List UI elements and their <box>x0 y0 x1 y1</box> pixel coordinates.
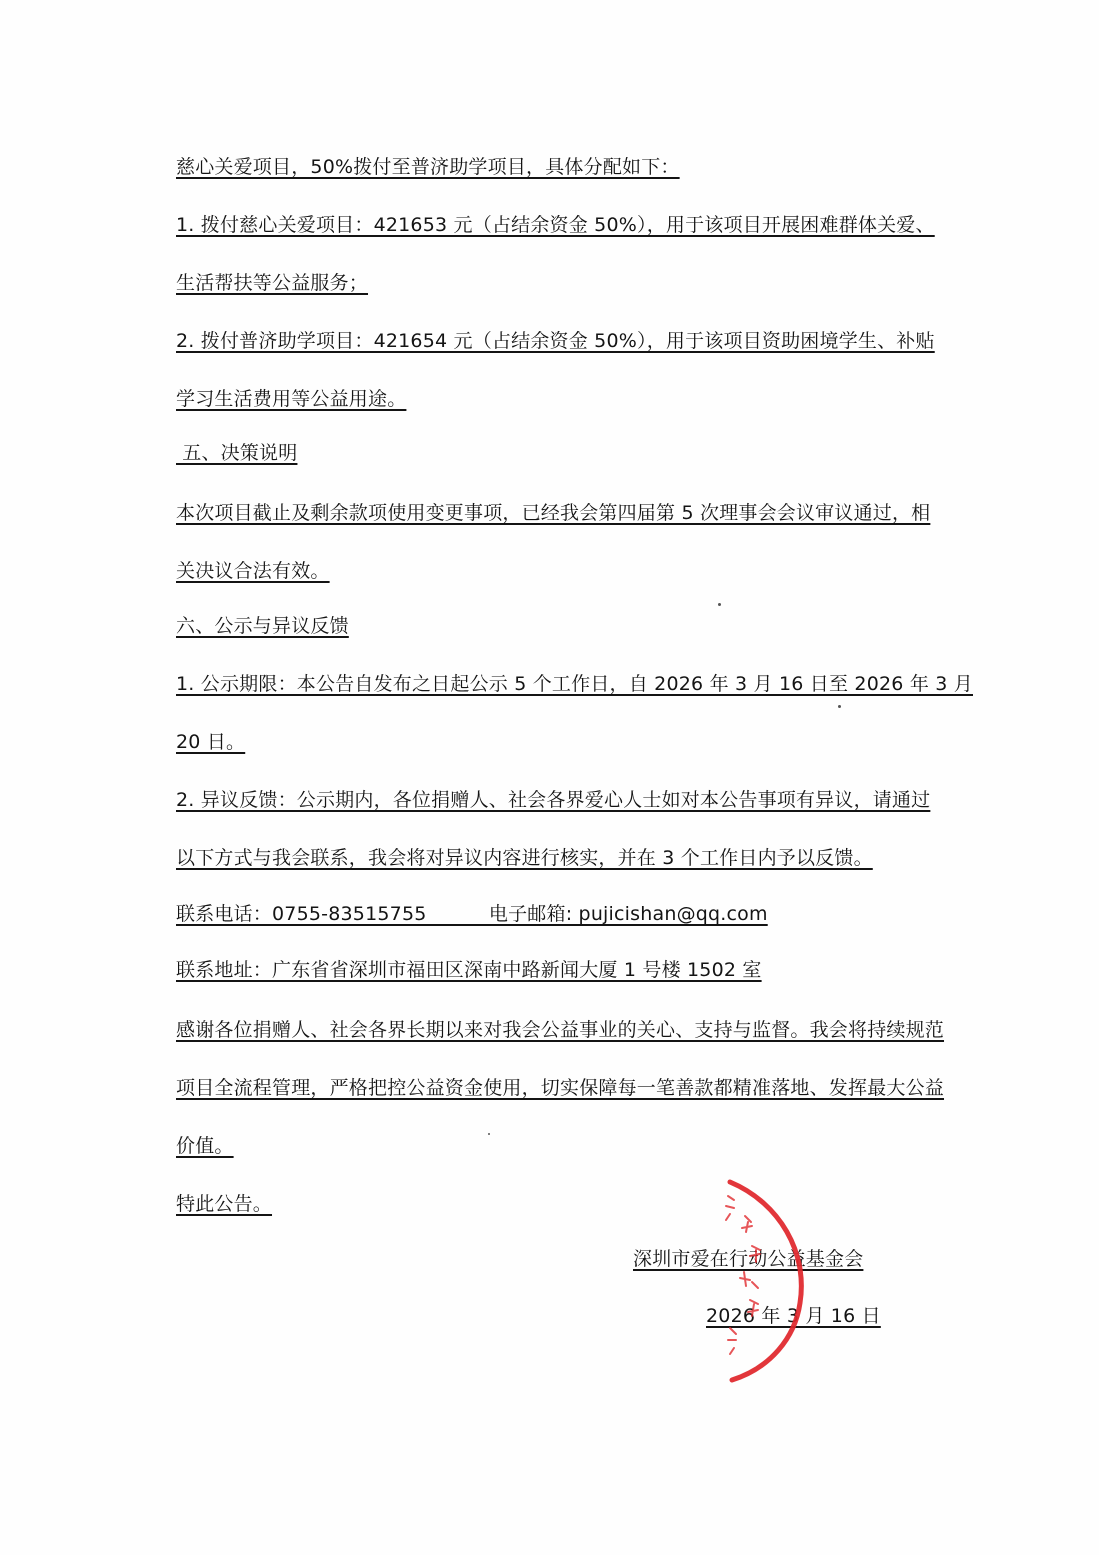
signature-date: 2026 年 3 月 16 日 <box>706 1305 881 1327</box>
paragraph-line-allocation-2: 2. 拨付普济助学项目：421654 元（占结余资金 50%），用于该项目资助困境学生、补贴 <box>176 330 935 352</box>
paragraph-line-publicity-period: 1. 公示期限：本公告自发布之日起公示 5 个工作日，自 2026 年 3 月 16 日至 2026 年 3 月 <box>176 673 973 695</box>
scan-speck <box>838 705 841 708</box>
section-heading-decision: 五、决策说明 <box>176 442 298 464</box>
paragraph-line-thanks-end: 价值。 <box>176 1135 234 1157</box>
official-seal-icon <box>700 1178 810 1383</box>
paragraph-line-thanks: 感谢各位捐赠人、社会各界长期以来对我会公益事业的关心、支持与监督。我会将持续规范 <box>176 1019 945 1041</box>
paragraph-line-allocation-1: 1. 拨付慈心关爱项目：421653 元（占结余资金 50%），用于该项目开展困难群体关爱、 <box>176 214 935 236</box>
paragraph-line-allocation-intro: 慈心关爱项目，50%拨付至普济助学项目，具体分配如下： <box>176 156 680 178</box>
paragraph-line-allocation-2-cont: 学习生活费用等公益用途。 <box>176 388 407 410</box>
paragraph-line-allocation-1-cont: 生活帮扶等公益服务； <box>176 272 369 294</box>
paragraph-line-decision-cont: 关决议合法有效。 <box>176 560 330 582</box>
paragraph-line-objection: 2. 异议反馈：公示期内，各位捐赠人、社会各界爱心人士如对本公告事项有异议，请通过 <box>176 789 931 811</box>
signature-organization: 深圳市爱在行动公益基金会 <box>633 1248 864 1270</box>
contact-phone-email: 联系电话：0755-83515755 电子邮箱: pujicishan@qq.com <box>176 903 768 925</box>
paragraph-line-objection-cont: 以下方式与我会联系，我会将对异议内容进行核实，并在 3 个工作日内予以反馈。 <box>176 847 873 869</box>
section-heading-publicity: 六、公示与异议反馈 <box>176 615 349 637</box>
paragraph-line-publicity-period-cont: 20 日。 <box>176 731 246 753</box>
scan-speck <box>718 603 721 606</box>
scan-speck <box>488 1133 490 1135</box>
paragraph-line-decision: 本次项目截止及剩余款项使用变更事项，已经我会第四届第 5 次理事会会议审议通过，相 <box>176 502 931 524</box>
contact-address: 联系地址：广东省省深圳市福田区深南中路新闻大厦 1 号楼 1502 室 <box>176 959 762 981</box>
closing-line: 特此公告。 <box>176 1193 273 1215</box>
paragraph-line-thanks-cont: 项目全流程管理，严格把控公益资金使用，切实保障每一笔善款都精准落地、发挥最大公益 <box>176 1077 945 1099</box>
